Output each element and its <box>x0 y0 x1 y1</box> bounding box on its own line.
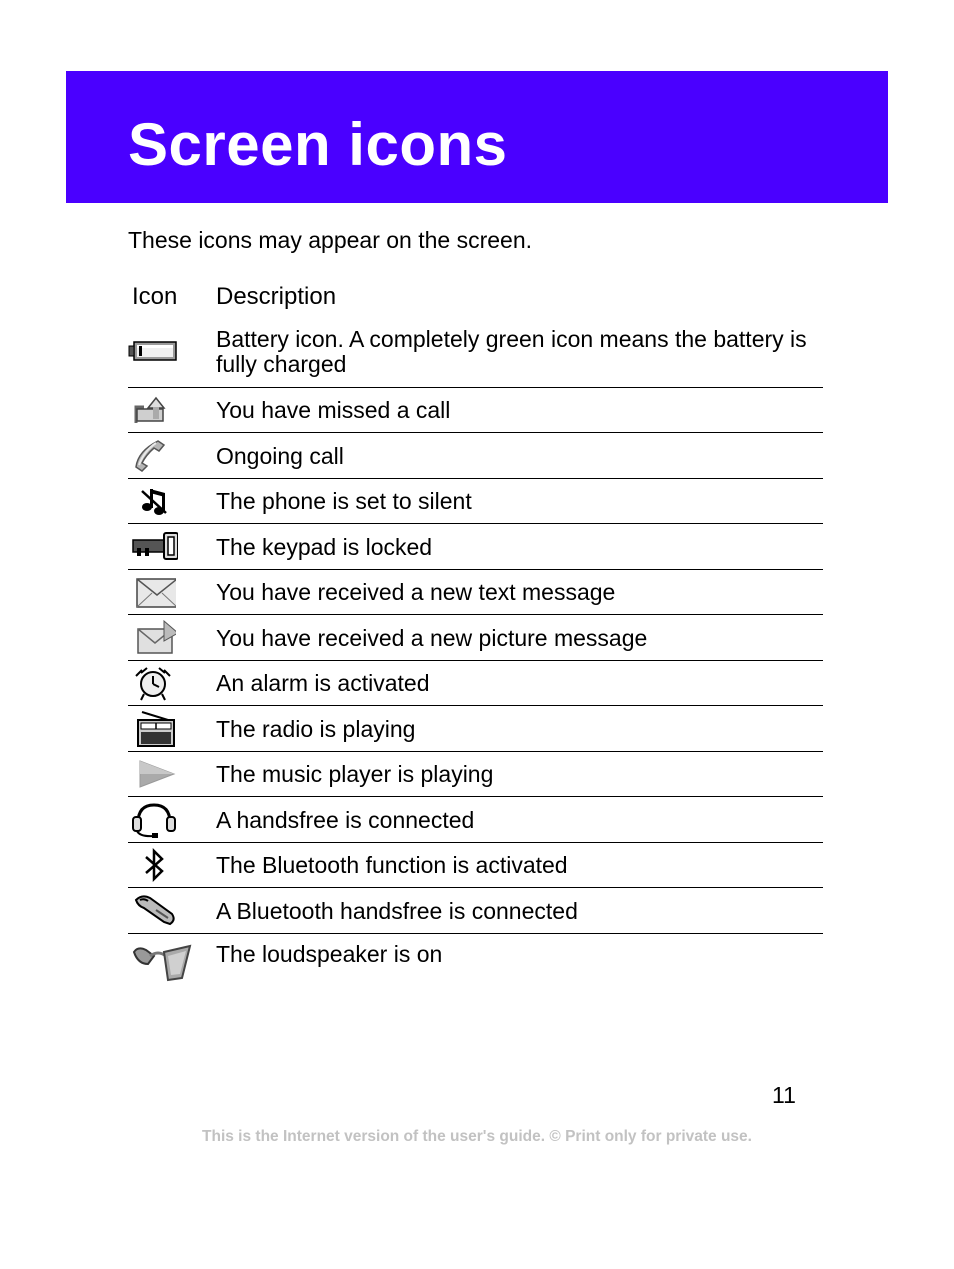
music-player-icon <box>128 757 176 791</box>
radio-icon <box>128 708 176 748</box>
page-number: 11 <box>772 1082 796 1108</box>
table-row <box>128 751 823 797</box>
table-row <box>128 387 823 433</box>
footer-notice: This is the Internet version of the user's guide. © Print only for private use. <box>202 1128 752 1145</box>
table-row <box>128 478 823 524</box>
table-row <box>128 933 823 984</box>
picture-message-icon <box>128 619 176 655</box>
bluetooth-handsfree-icon <box>128 892 178 928</box>
ongoing-call-icon <box>128 437 168 473</box>
header-icon: Icon <box>132 283 178 310</box>
row-description: The loudspeaker is on <box>216 933 823 984</box>
battery-icon <box>128 338 178 364</box>
table-row <box>128 315 823 387</box>
table-row <box>128 797 823 843</box>
header-description: Description <box>216 283 337 310</box>
icons-table <box>128 279 823 984</box>
table-header-row <box>128 279 823 315</box>
row-description: The Bluetooth function is activated <box>216 842 823 888</box>
table-row <box>128 706 823 752</box>
row-description: The keypad is locked <box>216 524 823 570</box>
row-description: The music player is playing <box>216 751 823 797</box>
table-row <box>128 888 823 934</box>
keypad-lock-icon <box>128 530 178 562</box>
row-description: Ongoing call <box>216 433 823 479</box>
silent-icon <box>128 483 168 519</box>
text-message-icon <box>128 575 176 609</box>
row-description: You have received a new text message <box>216 569 823 615</box>
loudspeaker-icon <box>128 942 194 984</box>
row-description: A Bluetooth handsfree is connected <box>216 888 823 934</box>
row-description: Battery icon. A completely green icon means the battery is fully charged <box>216 325 807 377</box>
missed-call-icon <box>128 395 168 425</box>
row-description: You have missed a call <box>216 387 823 433</box>
table-row <box>128 842 823 888</box>
row-description: The radio is playing <box>216 706 823 752</box>
alarm-icon <box>128 663 176 703</box>
intro-text: These icons may appear on the screen. <box>128 227 533 253</box>
table-row <box>128 569 823 615</box>
table-row <box>128 524 823 570</box>
title-banner <box>66 71 888 203</box>
row-description: The phone is set to silent <box>216 478 823 524</box>
table-row <box>128 615 823 661</box>
table-row <box>128 433 823 479</box>
page-title: Screen icons <box>128 111 508 178</box>
row-description: A handsfree is connected <box>216 797 823 843</box>
handsfree-icon <box>128 799 176 839</box>
bluetooth-icon <box>128 847 176 883</box>
row-description: You have received a new picture message <box>216 615 823 661</box>
row-description: An alarm is activated <box>216 660 823 706</box>
table-row <box>128 660 823 706</box>
